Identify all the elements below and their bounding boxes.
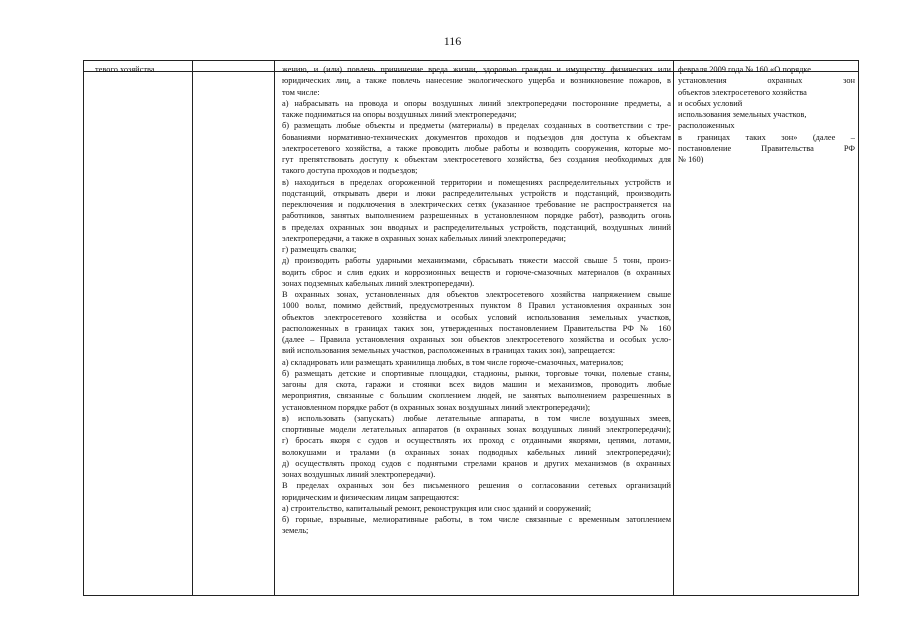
col3-line: водить сброс и слив едких и коррозионных веществ и горюче-смазочных материалов (в охранных <box>282 267 671 277</box>
col3-line: бованиями нормативно-технических документов проходов и подъездов для доступа к объектам <box>282 132 671 142</box>
col3-line: в) находиться в пределах огороженной территории и помещениях распределительных устройств и <box>282 177 671 187</box>
col3-line: зонах воздушных линий электропередачи). <box>282 470 436 479</box>
col3-line: переключения и подключения в электрических сетях (указанное требование не распространяется на <box>282 200 671 209</box>
col3-line: земель; <box>282 526 309 536</box>
col3-line: а) строительство, капитальный ремонт, реконструкция или снос зданий и сооружений; <box>282 503 592 513</box>
document-table <box>83 60 859 596</box>
col3-line: а) набрасывать на провода и опоры воздушных линий электропередачи посторонние предметы, а <box>282 98 671 108</box>
col3-line: объектов электросетевого хозяйства и особых условий использования земельных участков, <box>282 312 671 322</box>
column-4-text-cell <box>678 64 855 165</box>
col3-line: мероприятия, связанные с большим скоплением людей, не занятых выполнением разрешенных в <box>282 391 671 401</box>
col4-line: в границах таких зон» (далее – <box>678 132 855 142</box>
col3-line: спортивные модели летательных аппаратов (в охранных зонах воздушных линий электропередачи); <box>282 425 671 434</box>
col3-line: В охранных зонах, установленных для объектов электросетевого хозяйства напряжением свыше <box>282 290 671 299</box>
col3-line: д) осуществлять проход судов с поднятыми стрелами кранов и других механизмов (в охранных <box>282 458 671 468</box>
col3-line: 1000 вольт, помимо действий, предусмотренных пунктом 8 Правил установления охранных зон <box>282 301 671 311</box>
table-left-border <box>83 61 84 595</box>
col3-line: б) размещать детские и спортивные площадки, стадионы, рынки, торговые точки, полевые станы, <box>282 368 671 378</box>
col3-line: юридическим и физическим лицам запрещаются: <box>282 492 460 502</box>
col3-line: том числе: <box>282 87 320 97</box>
col3-line: в) использовать (запускать) любые летательные аппараты, в том числе воздушных змеев, <box>282 413 671 423</box>
column-divider-3 <box>673 61 674 595</box>
col3-line: такого доступа проходов и подъездов; <box>282 166 418 176</box>
col3-line: В пределах охранных зон без письменного решения о согласовании сетевых организаций <box>282 481 671 491</box>
col3-line: б) размещать любые объекты и предметы (материалы) в пределах созданных в соответствии с тре- <box>282 121 671 131</box>
col3-line: установленном порядке работ (в охранных зонах воздушных линий электропередачи); <box>282 402 591 412</box>
col3-line: расположенных в границах таких зон, утвержденных постановлением Правительства РФ № 160 <box>282 323 671 333</box>
col4-line: использования земельных участков, <box>678 110 807 119</box>
col3-line: вий использования земельных участков, расположенных в границах таких зон), запрещается: <box>282 346 616 356</box>
col3-line: гут препятствовать доступу к объектам электросетевого хозяйства, без создания необходимых для <box>282 155 671 164</box>
column-1-cell <box>95 64 185 75</box>
col4-line: и особых условий <box>678 98 743 108</box>
col4-line: установления охранных зон <box>678 76 855 86</box>
col3-line: загоны для скота, гаражи и стоянки всех видов машин и механизмов, проводить любые <box>282 380 671 389</box>
col4-line: объектов электросетевого хозяйства <box>678 87 807 97</box>
col3-line: г) бросать якоря с судов и осуществлять их проход с отданными якорями, цепями, лотами, <box>282 436 671 446</box>
col3-line: б) горные, взрывные, мелиоративные работы, в том числе связанные с временным затоплением <box>282 515 671 524</box>
col3-line: г) размещать свалки; <box>282 245 357 254</box>
col3-line: волокушами и тралами (в охранных зонах подводных кабельных линий электропередачи); <box>282 447 671 457</box>
column-divider-2 <box>274 61 275 595</box>
col3-line: (далее – Правила установления охранных зон объектов электросетевого хозяйства и особых усло- <box>282 335 671 344</box>
col4-line: расположенных <box>678 121 735 131</box>
col4-line: февраля 2009 года № 160 «О порядке <box>678 65 811 74</box>
col3-line: а) складировать или размещать хранилища любых, в том числе горюче-смазочных, материалов; <box>282 357 624 367</box>
col3-line: электропередачи, а также в охранных зонах кабельных линий электропередачи; <box>282 233 566 243</box>
col3-line: зонах подземных кабельных линий электропередачи). <box>282 278 475 288</box>
col4-line: постановление Правительства РФ <box>678 143 855 153</box>
col3-line: подстанций, открывать двери и люки распределительных устройств и подстанций, производить <box>282 188 671 198</box>
col3-line: также подниматься на опоры воздушных линий электропередачи; <box>282 110 517 119</box>
col3-line: юридических лиц, а также повлечь нанесение экологического ущерба и возникновение пожаров, в <box>282 76 671 86</box>
column-divider-1 <box>192 61 193 595</box>
column-3-text-cell <box>282 64 671 537</box>
page-number: 116 <box>443 34 462 48</box>
col3-line: в пределах охранных зон вводных и распределительных устройств, подстанций, воздушных линий <box>282 222 671 232</box>
col3-line: д) производить работы ударными механизмами, сбрасывать тяжести массой свыше 5 тонн, произ- <box>282 256 671 266</box>
col3-line: электросетевого хозяйства, а также проводить любые работы и возводить сооружения, которые мо- <box>282 143 671 153</box>
col4-line: № 160) <box>678 155 704 164</box>
col3-line: работников, занятых выполнением разрешенных в установленном порядке работ), разводить огонь <box>282 211 671 221</box>
column-1-text: тевого хозяйства <box>95 65 155 74</box>
col3-line: жению, и (или) повлечь причинение вреда жизни, здоровью граждан и имуществу физических или <box>282 65 671 74</box>
